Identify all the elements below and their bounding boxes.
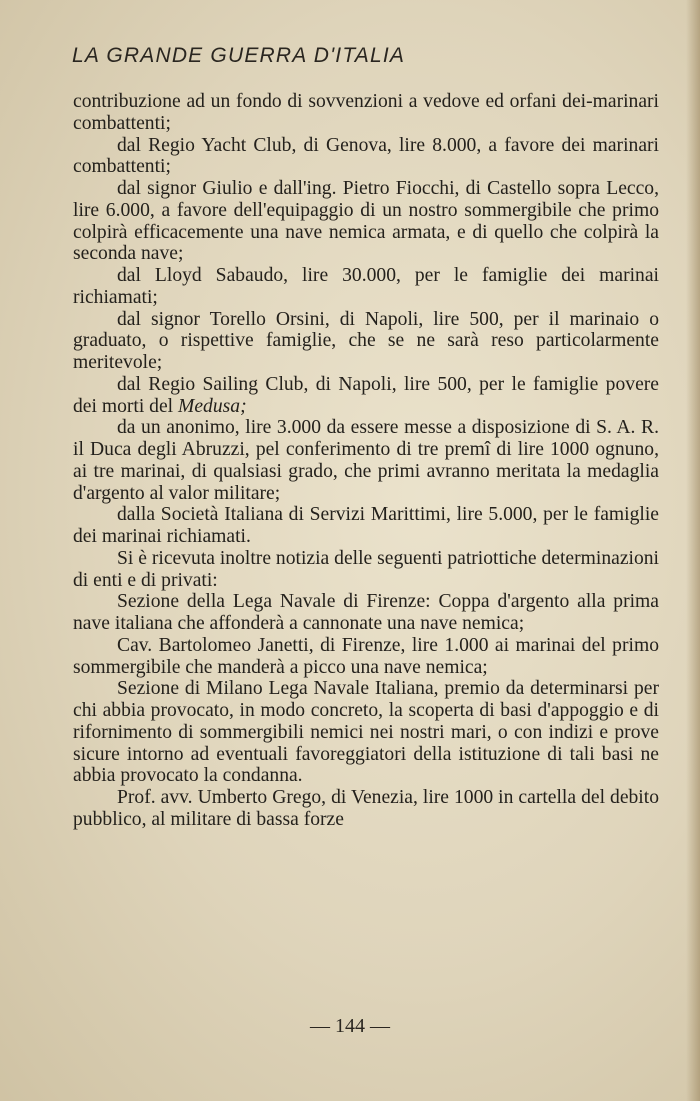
paragraph-text: dal Regio Sailing Club, di Napoli, lire 500, per le famiglie povere dei morti del	[73, 373, 659, 417]
paragraph: dal Lloyd Sabaudo, lire 30.000, per le famiglie dei marinai richiamati;	[73, 265, 659, 308]
paragraph: Cav. Bartolomeo Janetti, di Firenze, lire 1.000 ai marinai del primo sommergibile che manderà a picco una nave nemica;	[73, 634, 659, 678]
page-number: — 144 —	[310, 1015, 390, 1037]
paragraph: dalla Società Italiana di Servizi Marittimi, lire 5.000, per le famiglie dei marinai richiamati.	[73, 504, 659, 547]
paragraph	[73, 374, 659, 418]
paragraph: dal Regio Yacht Club, di Genova, lire 8.000, a favore dei marinari combattenti;	[73, 134, 659, 178]
body-text	[73, 91, 659, 831]
paragraph: da un anonimo, lire 3.000 da essere messe a disposizione di S. A. R. il Duca degli Abruzzi, pel conferimento di tre premî di lire 1000 ognuno, ai tre marinai, di qualsiasi grado, che primi avranno meritata la medaglia d'argento al valor militare;	[73, 417, 659, 504]
paragraph: dal signor Torello Orsini, di Napoli, lire 500, per il marinaio o graduato, o rispettive famiglie, che se ne sarà reso particolarmente meritevole;	[73, 308, 659, 373]
running-header: LA GRANDE GUERRA D'ITALIA	[72, 44, 406, 67]
paragraph: contribuzione ad un fondo di sovvenzioni a vedove ed orfani dei-marinari combattenti;	[73, 91, 659, 134]
paragraph: dal signor Giulio e dall'ing. Pietro Fiocchi, di Castello sopra Lecco, lire 6.000, a favore dell'equipaggio di un nostro sommergibile che primo colpirà efficacemente una nave nemica armata, e di quello che colpirà la seconda nave;	[73, 178, 659, 265]
ship-name: Medusa;	[178, 395, 247, 417]
paragraph: Prof. avv. Umberto Grego, di Venezia, lire 1000 in cartella del debito pubblico, al militare di bassa forze	[73, 787, 659, 830]
paragraph: Sezione di Milano Lega Navale Italiana, premio da determinarsi per chi abbia provocato, in modo concreto, la scoperta di basi d'appoggio e di rifornimento di sommergibili nemici nei nostri mari, o con indizi e prove sicure intorno ad eventuali favoreggiatori della istituzione di tali basi ne abbia provocato la condanna.	[73, 678, 659, 787]
paragraph: Sezione della Lega Navale di Firenze: Coppa d'argento alla prima nave italiana che affonderà a cannonate una nave nemica;	[73, 591, 659, 634]
paragraph: Si è ricevuta inoltre notizia delle seguenti patriottiche determinazioni di enti e di privati:	[73, 547, 659, 591]
